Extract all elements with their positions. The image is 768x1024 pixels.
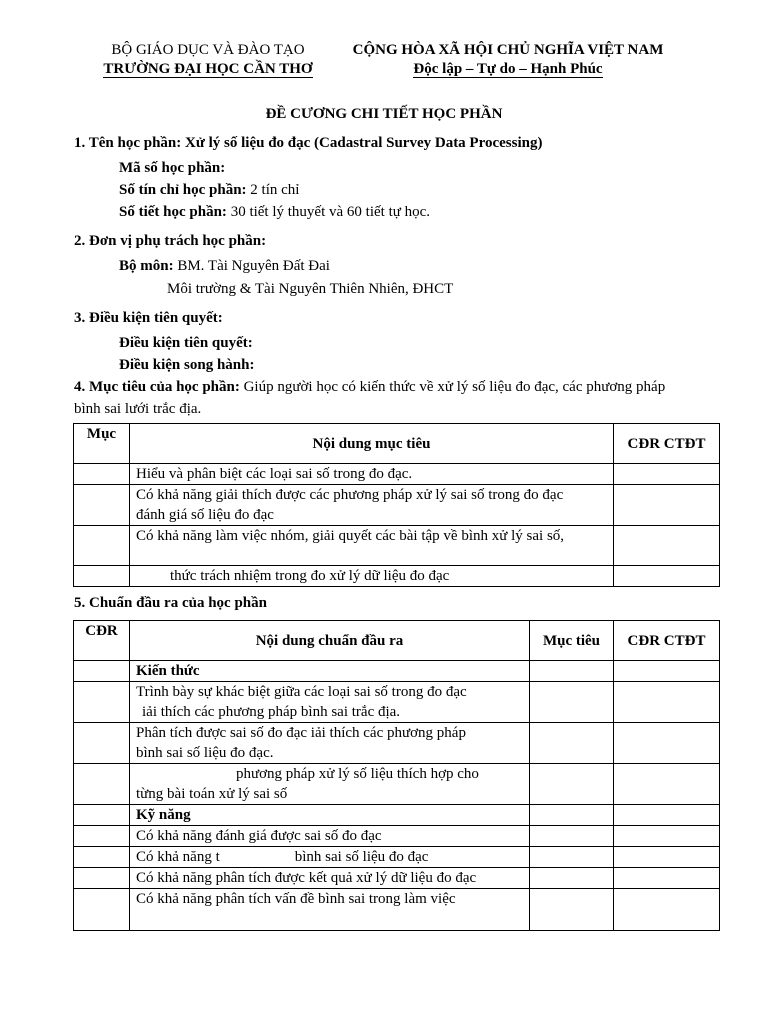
objective-text: Hiểu và phân biệt các loại sai số trong đo đạc. xyxy=(130,464,614,485)
table-row xyxy=(74,682,720,723)
objective-text: thức trách nhiệm trong đo xử lý dữ liệu đo đạc xyxy=(130,566,614,587)
periods: Số tiết học phần: 30 tiết lý thuyết và 60 tiết tự học. xyxy=(119,204,431,220)
university-name: TRƯỜNG ĐẠI HỌC CẦN THƠ xyxy=(103,61,313,77)
table-row xyxy=(74,764,720,805)
objective-text: Có khả năng làm việc nhóm, giải quyết các bài tập về bình xử lý sai số, xyxy=(130,526,614,566)
country-title: CỘNG HÒA XÃ HỘI CHỦ NGHĨA VIỆT NAM xyxy=(352,42,664,58)
table-header-row xyxy=(74,424,720,464)
country-motto: Độc lập – Tự do – Hạnh Phúc xyxy=(413,61,603,77)
corequisite-label: Điều kiện song hành: xyxy=(119,357,255,373)
header-cell: CĐR xyxy=(74,621,130,661)
prerequisite-label: Điều kiện tiên quyết: xyxy=(119,335,253,351)
header-cell: Mục tiêu xyxy=(530,621,614,661)
credits: Số tín chỉ học phần: 2 tín chỉ xyxy=(119,182,300,198)
objective-text: Có khả năng giải thích được các phương pháp xử lý sai số trong đo đạc đánh giá số liệu đo đạc xyxy=(130,485,614,526)
header-cell: Nội dung chuẩn đầu ra xyxy=(130,621,530,661)
outcomes-table xyxy=(73,620,720,931)
table-row xyxy=(74,847,720,868)
table-row xyxy=(74,826,720,847)
table-row xyxy=(74,464,720,485)
table-row xyxy=(74,805,720,826)
table-row xyxy=(74,566,720,587)
section-3: 3. Điều kiện tiên quyết: xyxy=(74,310,223,326)
table-header-row xyxy=(74,621,720,661)
table-row xyxy=(74,889,720,931)
header-cell: Mục xyxy=(74,424,130,464)
outcome-text: Trình bày sự khác biệt giữa các loại sai số trong đo đạc iải thích các phương pháp bình sai trắc địa. xyxy=(130,682,530,723)
table-row xyxy=(74,868,720,889)
header-cell: Nội dung mục tiêu xyxy=(130,424,614,464)
section-4: 4. Mục tiêu của học phần: Giúp người học có kiến thức về xử lý số liệu đo đạc, các phương pháp xyxy=(74,379,666,395)
category-label: Kiến thức xyxy=(130,661,530,682)
section-5: 5. Chuẩn đầu ra của học phần xyxy=(74,595,267,611)
faculty: Môi trường & Tài Nguyên Thiên Nhiên, ĐHCT xyxy=(167,281,454,297)
department: Bộ môn: BM. Tài Nguyên Đất Đai xyxy=(119,258,330,274)
table-row xyxy=(74,526,720,566)
outcome-text: Có khả năng đánh giá được sai số đo đạc xyxy=(130,826,530,847)
outcome-text: phương pháp xử lý số liệu thích hợp cho từng bài toán xử lý sai số xyxy=(130,764,530,805)
ministry-name: BỘ GIÁO DỤC VÀ ĐÀO TẠO xyxy=(111,42,305,58)
section-4-continued: bình sai lưới trắc địa. xyxy=(74,401,202,417)
outcome-text: Phân tích được sai số đo đạc iải thích các phương pháp bình sai số liệu đo đạc. xyxy=(130,723,530,764)
section-1: 1. Tên học phần: Xử lý số liệu đo đạc (Cadastral Survey Data Processing) xyxy=(74,135,543,151)
table-row xyxy=(74,723,720,764)
section-2: 2. Đơn vị phụ trách học phần: xyxy=(74,233,267,249)
course-code-label: Mã số học phần: xyxy=(119,160,226,176)
category-label: Kỹ năng xyxy=(130,805,530,826)
document-title: ĐỀ CƯƠNG CHI TIẾT HỌC PHẦN xyxy=(265,106,503,122)
header-cell: CĐR CTĐT xyxy=(614,424,720,464)
outcome-text: Có khả năng phân tích được kết quả xử lý dữ liệu đo đạc xyxy=(130,868,530,889)
table-row xyxy=(74,661,720,682)
objectives-table xyxy=(73,423,720,587)
outcome-text: Có khả năng phân tích vấn đề bình sai trong làm việc xyxy=(130,889,530,931)
outcome-text: Có khả năng t bình sai số liệu đo đạc xyxy=(130,847,530,868)
header-cell: CĐR CTĐT xyxy=(614,621,720,661)
table-row xyxy=(74,485,720,526)
